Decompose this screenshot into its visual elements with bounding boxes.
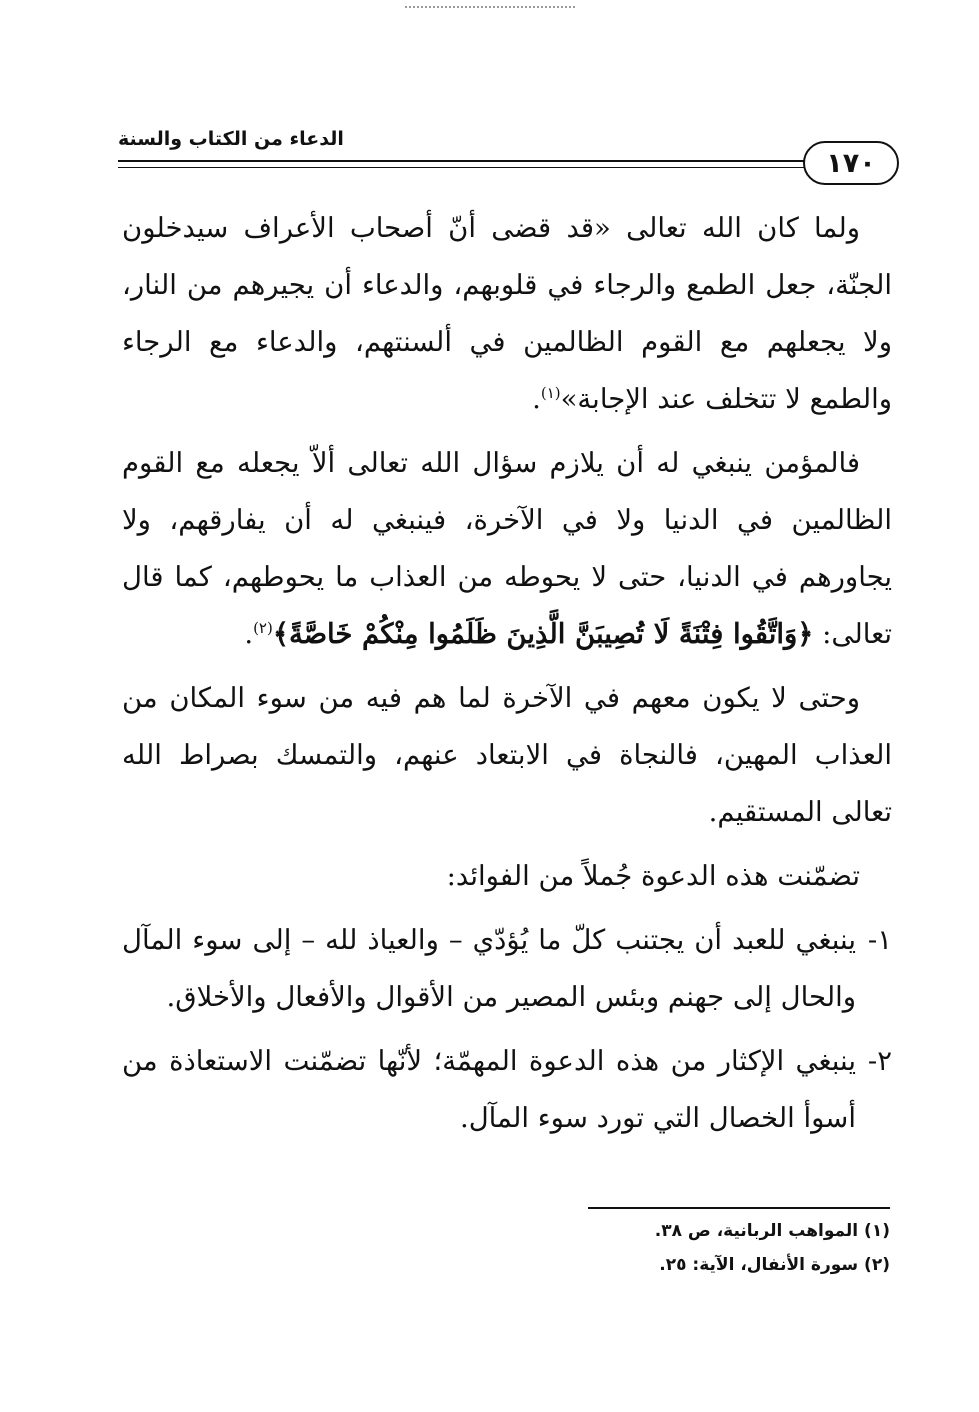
quran-verse: ﴿وَاتَّقُوا فِتْنَةً لَا تُصِيبَنَّ الَّذِينَ ظَلَمُوا مِنْكُمْ خَاصَّةً﴾ xyxy=(272,618,814,650)
list-item-text: ينبغي للعبد أن يجتنب كلّ ما يُؤدّي – والعياذ لله – إلى سوء المآل والحال إلى جهنم وبئس المصير من الأقوال والأفعال والأخلاق. xyxy=(122,924,856,1013)
paragraph-3: وحتى لا يكون معهم في الآخرة لما هم فيه من سوء المكان من العذاب المهين، فالنجاة في الابتعاد عنهم، والتمسك بصراط الله تعالى المستقيم. xyxy=(122,682,892,828)
footnote-2: (٢) سورة الأنفال، الآية: ٢٥. xyxy=(659,1255,890,1275)
footnotes xyxy=(460,1214,890,1282)
footnote-rule xyxy=(588,1207,890,1209)
list-item xyxy=(122,1033,892,1147)
paragraph-1-end: . xyxy=(532,383,541,415)
paragraph-4: تضمّنت هذه الدعوة جُملاً من الفوائد: xyxy=(446,860,860,892)
header-rule xyxy=(118,160,818,168)
paragraph-2 xyxy=(122,435,892,663)
list-item-number: ١- xyxy=(867,924,892,956)
list-item xyxy=(122,912,892,1026)
paragraph-1 xyxy=(122,200,892,428)
list-item-text: ينبغي الإكثار من هذه الدعوة المهمّة؛ لأنّها تضمّنت الاستعاذة من أسوأ الخصال التي تورد سوء المآل. xyxy=(122,1045,856,1134)
page-number-badge xyxy=(803,141,899,185)
main-text xyxy=(122,200,892,1154)
footnote-ref-1: (١) xyxy=(540,383,561,402)
page-number: ١٧٠ xyxy=(826,147,876,179)
running-header-title: الدعاء من الكتاب والسنة xyxy=(118,128,344,150)
paragraph-2-text: فالمؤمن ينبغي له أن يلازم سؤال الله تعالى ألاّ يجعله مع القوم الظالمين في الدنيا ولا في الآخرة، فينبغي له أن يفارقهم، ولا يجاورهم في الدنيا، حتى لا يحوطه من العذاب ما يحوطهم، كما قال تعالى: xyxy=(122,447,892,650)
footnote-1: (١) المواهب الربانية، ص ٣٨. xyxy=(654,1221,890,1241)
list-item-number: ٢- xyxy=(867,1045,892,1077)
paragraph-1-text: ولما كان الله تعالى «قد قضى أنّ أصحاب الأعراف سيدخلون الجنّة، جعل الطمع والرجاء في قلوبهم، والدعاء أن يجيرهم من النار، ولا يجعلهم مع القوم الظالمين في ألسنتهم، والدعاء مع الرجاء والطمع لا تتخلف عند الإجابة» xyxy=(122,212,892,415)
footnote-ref-2: (٢) xyxy=(253,618,273,637)
paragraph-2-end: . xyxy=(244,618,254,650)
top-edge-mark xyxy=(405,6,575,8)
